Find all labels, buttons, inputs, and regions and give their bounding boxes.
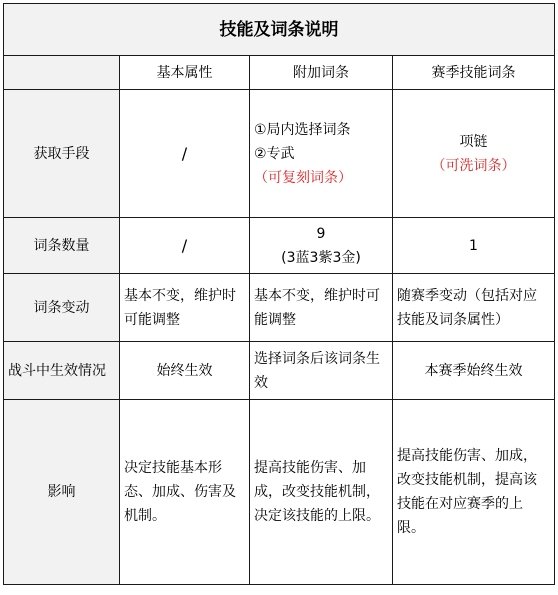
row-label-effect: 影响: [4, 400, 120, 585]
table-title: 技能及词条说明: [4, 4, 555, 56]
table-row-count: [4, 218, 555, 274]
cell-effect-season: 提高技能伤害、加成，改变技能机制，提高该技能在对应赛季的上限。: [393, 400, 555, 585]
table-row-change: [4, 274, 555, 342]
column-header-season: 赛季技能词条: [393, 56, 555, 90]
column-header-row: [4, 56, 555, 90]
cell-effect-extra: 提高技能伤害、加成，改变技能机制，决定该技能的上限。: [250, 400, 393, 585]
column-header-basic: 基本属性: [120, 56, 250, 90]
cell-acquire-season: [393, 90, 555, 218]
acquire-extra-red-note: （可复刻词条）: [254, 169, 352, 186]
cell-combat-season: 本赛季始终生效: [393, 342, 555, 400]
cell-acquire-extra: [250, 90, 393, 218]
count-extra-breakdown: (3蓝3紫3金): [281, 249, 361, 266]
skill-affix-table-container: [3, 3, 555, 585]
skill-affix-table: [3, 3, 555, 585]
table-row-acquire: [4, 90, 555, 218]
table-row-combat: [4, 342, 555, 400]
cell-effect-basic: 决定技能基本形态、加成、伤害及机制。: [120, 400, 250, 585]
table-title-row: [4, 4, 555, 56]
row-label-acquire: 获取手段: [4, 90, 120, 218]
cell-count-extra: [250, 218, 393, 274]
row-label-count: 词条数量: [4, 218, 120, 274]
cell-combat-basic: 始终生效: [120, 342, 250, 400]
cell-count-season: 1: [393, 218, 555, 274]
cell-acquire-basic: /: [120, 90, 250, 218]
cell-change-basic: 基本不变，维护时可能调整: [120, 274, 250, 342]
acquire-extra-line2: ②专武: [254, 145, 295, 162]
cell-count-basic: /: [120, 218, 250, 274]
cell-combat-extra: 选择词条后该词条生效: [250, 342, 393, 400]
cell-change-extra: 基本不变，维护时可能调整: [250, 274, 393, 342]
count-extra-number: 9: [316, 225, 326, 242]
row-label-combat: 战斗中生效情况: [4, 342, 120, 400]
column-header-extra: 附加词条: [250, 56, 393, 90]
header-corner-cell: [4, 56, 120, 90]
acquire-season-red-note: （可洗词条）: [431, 157, 516, 174]
row-label-change: 词条变动: [4, 274, 120, 342]
acquire-season-line1: 项链: [459, 133, 488, 150]
cell-change-season: 随赛季变动（包括对应技能及词条属性）: [393, 274, 555, 342]
acquire-extra-line1: ①局内选择词条: [254, 121, 351, 138]
table-row-effect: [4, 400, 555, 585]
